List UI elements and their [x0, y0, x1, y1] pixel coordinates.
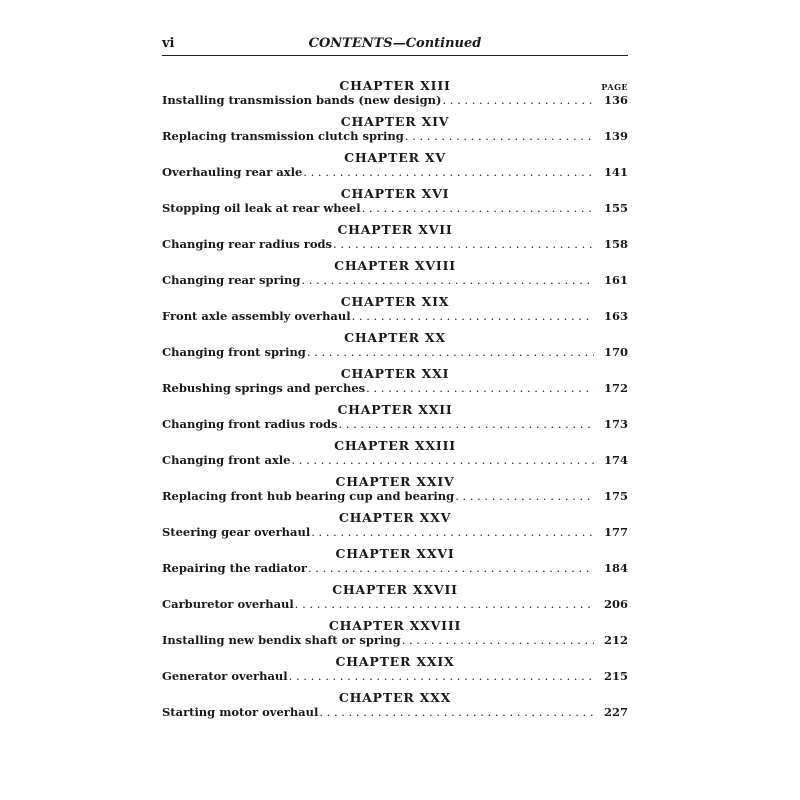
chapter-heading: CHAPTER XXVII [332, 582, 458, 597]
page-number: 163 [604, 309, 629, 323]
dot-leader [311, 525, 594, 539]
entry-title[interactable]: Changing rear spring [162, 273, 301, 287]
toc-entry [162, 510, 628, 546]
toc-line[interactable] [162, 309, 628, 323]
toc-line[interactable] [162, 453, 628, 467]
dot-leader [455, 489, 594, 503]
toc-line[interactable] [162, 489, 628, 503]
toc-entry [162, 258, 628, 294]
toc-line[interactable] [162, 561, 628, 575]
page-number: 158 [604, 237, 629, 251]
page-number: 155 [604, 201, 629, 215]
page-column-label: PAGE [601, 82, 628, 92]
dot-leader [295, 597, 594, 611]
table-of-contents [162, 78, 628, 726]
contents-page [162, 36, 629, 719]
page-number: 227 [604, 705, 629, 719]
toc-entry [162, 330, 628, 366]
page-number: 170 [604, 345, 629, 359]
page-number: 184 [604, 561, 629, 575]
dot-leader [308, 561, 594, 575]
chapter-heading: CHAPTER XVI [340, 186, 450, 201]
entry-title[interactable]: Carburetor overhaul [162, 597, 294, 611]
page-number: 206 [604, 597, 629, 611]
dot-leader [405, 129, 594, 143]
toc-line[interactable] [162, 93, 628, 107]
entry-title[interactable]: Generator overhaul [162, 669, 288, 683]
header-rule [162, 55, 628, 56]
entry-title[interactable]: Rebushing springs and perches [162, 381, 366, 395]
toc-entry [162, 582, 628, 618]
entry-title[interactable]: Replacing transmission clutch spring [162, 129, 404, 143]
page-header [162, 36, 628, 54]
entry-title[interactable]: Repairing the radiator [162, 561, 307, 575]
toc-line[interactable] [162, 417, 628, 431]
dot-leader [333, 237, 594, 251]
dot-leader [301, 273, 594, 287]
toc-entry [162, 402, 628, 438]
dot-leader [362, 201, 594, 215]
chapter-heading: CHAPTER XXII [337, 402, 453, 417]
page-number: 215 [604, 669, 629, 683]
dot-leader [339, 417, 595, 431]
page-number: 161 [604, 273, 629, 287]
toc-entry [162, 690, 628, 726]
entry-title[interactable]: Installing transmission bands (new design) [162, 93, 442, 107]
toc-entry [162, 366, 628, 402]
entry-title[interactable]: Changing front spring [162, 345, 306, 359]
toc-line[interactable] [162, 237, 628, 251]
entry-title[interactable]: Installing new bendix shaft or spring [162, 633, 401, 647]
chapter-heading: CHAPTER XXX [338, 690, 452, 705]
entry-title[interactable]: Front axle assembly overhaul [162, 309, 351, 323]
chapter-heading: CHAPTER XXI [340, 366, 450, 381]
toc-entry [162, 186, 628, 222]
chapter-heading: CHAPTER XXV [338, 510, 452, 525]
entry-title[interactable]: Steering gear overhaul [162, 525, 311, 539]
toc-line[interactable] [162, 201, 628, 215]
chapter-heading: CHAPTER XVII [337, 222, 453, 237]
chapter-heading: CHAPTER XVIII [334, 258, 456, 273]
chapter-heading: CHAPTER XXIV [335, 474, 455, 489]
toc-entry [162, 294, 628, 330]
page-number: 177 [604, 525, 629, 539]
chapter-heading: CHAPTER XXIX [335, 654, 455, 669]
dot-leader [366, 381, 594, 395]
toc-line[interactable] [162, 165, 628, 179]
toc-line[interactable] [162, 381, 628, 395]
dot-leader [292, 453, 595, 467]
page-folio: vi [162, 36, 175, 51]
toc-entry [162, 654, 628, 690]
chapter-heading: CHAPTER XIII [339, 78, 451, 93]
chapter-heading: CHAPTER XXVIII [328, 618, 462, 633]
toc-entry [162, 618, 628, 654]
dot-leader [402, 633, 594, 647]
toc-entry [162, 78, 628, 114]
dot-leader [319, 705, 594, 719]
chapter-heading: CHAPTER XIV [340, 114, 450, 129]
entry-title[interactable]: Replacing front hub bearing cup and bearing [162, 489, 455, 503]
toc-line[interactable] [162, 273, 628, 287]
toc-line[interactable] [162, 525, 628, 539]
dot-leader [442, 93, 594, 107]
running-title: CONTENTS—Continued [308, 36, 482, 51]
toc-line[interactable] [162, 669, 628, 683]
dot-leader [307, 345, 594, 359]
entry-title[interactable]: Changing rear radius rods [162, 237, 333, 251]
toc-entry [162, 546, 628, 582]
dot-leader [289, 669, 594, 683]
page-number: 212 [604, 633, 629, 647]
page-number: 175 [604, 489, 629, 503]
toc-line[interactable] [162, 633, 628, 647]
entry-title[interactable]: Stopping oil leak at rear wheel [162, 201, 361, 215]
page-number: 136 [604, 93, 629, 107]
entry-title[interactable]: Changing front axle [162, 453, 291, 467]
page-number: 172 [604, 381, 629, 395]
toc-line[interactable] [162, 597, 628, 611]
page-number: 139 [604, 129, 629, 143]
chapter-heading: CHAPTER XIX [340, 294, 450, 309]
dot-leader [352, 309, 594, 323]
toc-entry [162, 438, 628, 474]
toc-line[interactable] [162, 345, 628, 359]
toc-entry [162, 222, 628, 258]
toc-entry [162, 150, 628, 186]
entry-title[interactable]: Overhauling rear axle [162, 165, 303, 179]
chapter-heading: CHAPTER XXIII [334, 438, 456, 453]
toc-entry [162, 114, 628, 150]
chapter-heading: CHAPTER XXVI [335, 546, 455, 561]
toc-entry [162, 474, 628, 510]
chapter-heading: CHAPTER XX [344, 330, 446, 345]
page-number: 173 [604, 417, 629, 431]
entry-title[interactable]: Starting motor overhaul [162, 705, 319, 719]
page-number: 141 [604, 165, 629, 179]
dot-leader [303, 165, 594, 179]
toc-line[interactable] [162, 705, 628, 719]
chapter-heading: CHAPTER XV [344, 150, 446, 165]
entry-title[interactable]: Changing front radius rods [162, 417, 338, 431]
page-number: 174 [604, 453, 629, 467]
toc-line[interactable] [162, 129, 628, 143]
